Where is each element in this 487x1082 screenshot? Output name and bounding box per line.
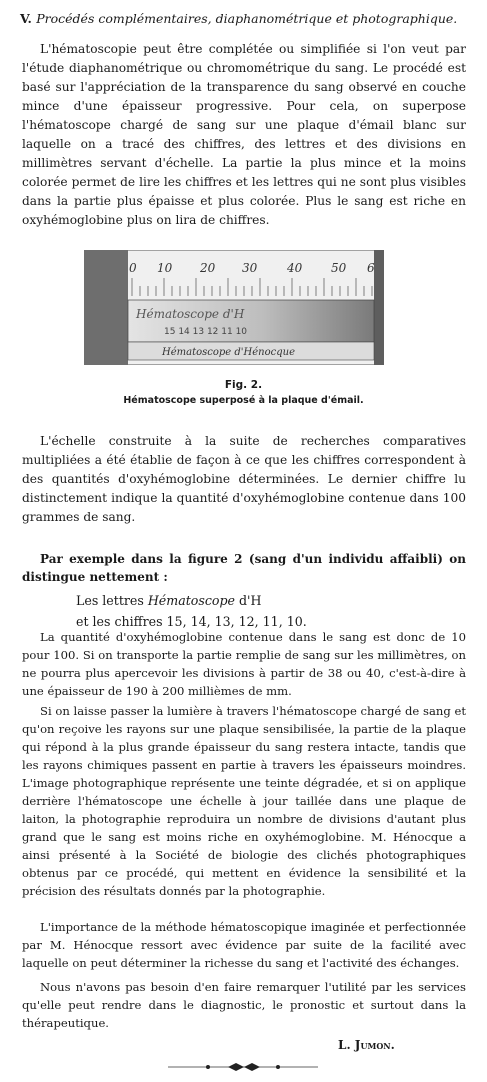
section-number: V. xyxy=(20,11,32,26)
figure-hematoscope xyxy=(84,250,384,365)
example-line-letters: Les lettres Hématoscope d'H xyxy=(76,593,262,608)
example-block xyxy=(76,590,307,632)
scale-number: 50 xyxy=(331,261,347,275)
figure-caption-title: Fig. 2. xyxy=(224,379,263,391)
scale-number: 30 xyxy=(242,261,258,275)
scale-number: 20 xyxy=(200,261,216,275)
scale-number: 40 xyxy=(287,261,303,275)
paragraph-scale: L'échelle construite à la suite de recherches comparatives multipliées a été établie de façon à ce que les chiffres correspondent à des quantités d'oxyhémoglobine déterminées. Le dernier chiffre lu distinctement indique la quantité d'oxyhémoglobine contenue dans 100 grammes de sang. xyxy=(22,434,466,524)
figure-caption-text: Hématoscope superposé à la plaque d'émail. xyxy=(123,395,364,406)
plate-digits: 15 14 13 12 11 10 xyxy=(164,327,248,337)
signature: L. Jumon. xyxy=(338,1038,395,1052)
plate-letters: Hématoscope d'H xyxy=(136,307,245,321)
instrument-inscription: Hématoscope d'Hénocque xyxy=(162,347,295,358)
paragraph-diaphanometric: L'hématoscopie peut être complétée ou simplifiée si l'on veut par l'étude diaphanométrique ou chromométrique du sang. Le procédé est basé sur l'appréciation de la transparence du sang observé en couche mince d'une épaisseur progressive. Pour cela, on superpose l'hématoscope chargé de sang sur une plaque d'émail blanc sur laquelle on a tracé des chiffres, des lettres et des divisions en millimètres servant d'échelle. La partie la plus mince et la moins colorée permet de lire les chiffres et les lettres qui ne sont plus visibles dans la partie plus épaisse et plus colorée. Plus le sang est riche en oxyhémoglobine plus on lira de chiffres. xyxy=(22,42,466,227)
scale-number: 6 xyxy=(367,261,375,275)
example-line-digits: et les chiffres 15, 14, 13, 12, 11, 10. xyxy=(76,614,307,629)
paragraph-photographic: Si on laisse passer la lumière à travers l'hématoscope chargé de sang et qu'on reçoive les rayons sur une plaque sensibilisée, la partie de la plaque qui répond à la plus grande épaisseur du sang restera intacte, tandis que les rayons chimiques passent en partie à travers les épaisseurs moindres. L'image photographique représente une teinte dégradée, et si on applique derrière l'hématoscope une échelle à jour taillée dans une plaque de laiton, la photographie reproduira un nombre de divisions d'autant plus grand que le sang est moins riche en oxyhémoglobine. M. Hénocque a ainsi présenté à la Société de biologie des clichés photographiques obtenus par ce procédé, qui mettent en évidence la sensibilité et la précision des résultats donnés par la photographie. xyxy=(22,704,466,898)
paragraph-example-intro: Par exemple dans la figure 2 (sang d'un individu affaibli) on distingue nettement : xyxy=(22,552,466,584)
paragraph-importance: L'importance de la méthode hématoscopique imaginée et perfectionnée par M. Hénocque ressort avec évidence par suite de la facilité avec laquelle on peut déterminer la richesse du sang et l'activité des échanges. xyxy=(22,920,466,970)
paragraph-quantity: La quantité d'oxyhémoglobine contenue dans le sang est donc de 10 pour 100. Si on transporte la partie remplie de sang sur les millimètres, on ne pourra plus apercevoir les divisions à partir de 38 ou 40, c'est-à-dire à une épaisseur de 190 à 200 millièmes de mm. xyxy=(22,630,466,698)
figure-caption xyxy=(0,378,487,408)
ornament-divider xyxy=(168,1062,318,1072)
section-heading xyxy=(20,10,470,27)
paragraph-conclusion: Nous n'avons pas besoin d'en faire remarquer l'utilité par les services qu'elle peut rendre dans le diagnostic, le pronostic et surtout dans la thérapeutique. xyxy=(22,980,466,1030)
scale-number: 0 xyxy=(129,261,137,275)
scale-number: 10 xyxy=(157,261,173,275)
section-title: Procédés complémentaires, diaphanométrique et photographique. xyxy=(36,11,458,26)
